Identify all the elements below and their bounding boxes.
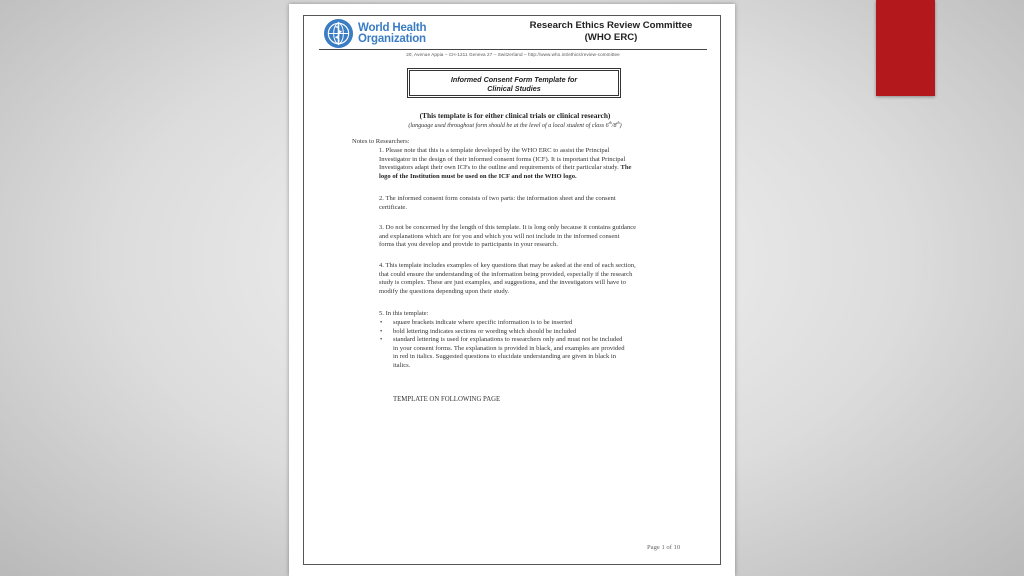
committee-line1: Research Ethics Review Committee xyxy=(529,20,693,31)
committee-line2: (WHO ERC) xyxy=(584,32,638,43)
title-line2: Clinical Studies xyxy=(487,84,541,93)
bullet-item xyxy=(380,327,679,337)
language-note-text: (language used throughout form should be at the level of a local student of class 6 xyxy=(408,123,609,130)
language-level-note xyxy=(319,120,711,129)
bullet-1-text: square brackets indicate where specific information is to be inserted xyxy=(393,319,573,326)
note-1-line3 xyxy=(379,164,684,173)
note-4-line4: modify the questions depending upon their study. xyxy=(379,287,510,295)
bullet-dot-icon: • xyxy=(380,319,383,326)
note-4-line2: that could ensure the understanding of the information being provided, especially if the research xyxy=(379,270,633,278)
bullet-dot-icon: • xyxy=(380,327,383,335)
title-line1: Informed Consent Form Template for xyxy=(450,75,578,84)
template-scope-note: (This template is for either clinical trials or clinical research) xyxy=(419,111,611,120)
language-note-sup1: th xyxy=(608,120,612,125)
bullet-3-line4: italics. xyxy=(393,362,411,369)
bullet-item xyxy=(380,319,679,328)
note-3-line3: forms that you develop and provide to participants in your research. xyxy=(379,241,558,249)
red-accent-block xyxy=(876,0,935,96)
note-2-line1: 2. The informed consent form consists of two parts: the information sheet and the consent xyxy=(379,195,616,202)
note-1-line1: 1. Please note that this is a template developed by the WHO ERC to assist the Principal xyxy=(379,147,610,154)
template-following-note: TEMPLATE ON FOLLOWING PAGE xyxy=(393,396,501,403)
document-page xyxy=(289,4,735,576)
note-5-line1: 5. In this template: xyxy=(379,310,429,317)
page-number: Page 1 of 10 xyxy=(647,544,681,551)
note-2-line2: certificate. xyxy=(379,203,408,211)
note-1-line3-text: Investigators adapt their own ICFs to the outline and requirements of their particular study. xyxy=(379,164,621,172)
note-1-line2: Investigator in the design of their informed consent forms (ICF). It is important that Principal xyxy=(379,155,626,163)
note-4-line3: study is complex. These are just examples, and suggestions, and the investigators will have to xyxy=(379,279,626,287)
logo-text-line1: World Health xyxy=(358,21,427,34)
note-3-line2: and explanations which are for you and which you will not include in the informed consent xyxy=(379,232,620,240)
notes-heading: Notes to Researchers: xyxy=(352,138,410,145)
note-1-line3-bold: The xyxy=(620,164,632,172)
language-note-sup2: th xyxy=(616,120,620,125)
bullet-3-line2: in your consent forms. The explanation is provided in black, and examples are provided xyxy=(393,344,625,352)
bullet-dot-icon: • xyxy=(380,336,383,344)
note-1-line4: logo of the Institution must be used on the ICF and not the WHO logo. xyxy=(379,172,577,180)
header-divider xyxy=(319,49,707,50)
note-4-line1: 4. This template includes examples of key questions that may be asked at the end of each section, xyxy=(379,262,636,269)
bullet-3-line3: in red in italics. Suggested questions to elucidate understanding are given in black in xyxy=(393,353,617,361)
logo-text-line2: Organization xyxy=(358,32,426,45)
bullet-2-text: bold lettering indicates sections or wording which should be included xyxy=(393,327,577,335)
language-note-close: ) xyxy=(619,123,622,130)
language-note-sep: /8 xyxy=(611,123,617,130)
document-title-box xyxy=(407,68,621,98)
address-line: 20, Avenue Appia – CH-1211 Geneva 27 – Switzerland – http://www.who.int/ethics/review-committee xyxy=(406,52,620,57)
bullet-3-line1: standard lettering is used for explanations to researchers only and must not be included xyxy=(393,336,623,344)
who-emblem-icon xyxy=(323,18,354,49)
bullet-item xyxy=(380,336,679,345)
note-3-line1: 3. Do not be concerned by the length of this template. It is long only because it contains guidance xyxy=(379,224,637,231)
who-logo xyxy=(323,18,426,49)
committee-title xyxy=(511,20,711,44)
